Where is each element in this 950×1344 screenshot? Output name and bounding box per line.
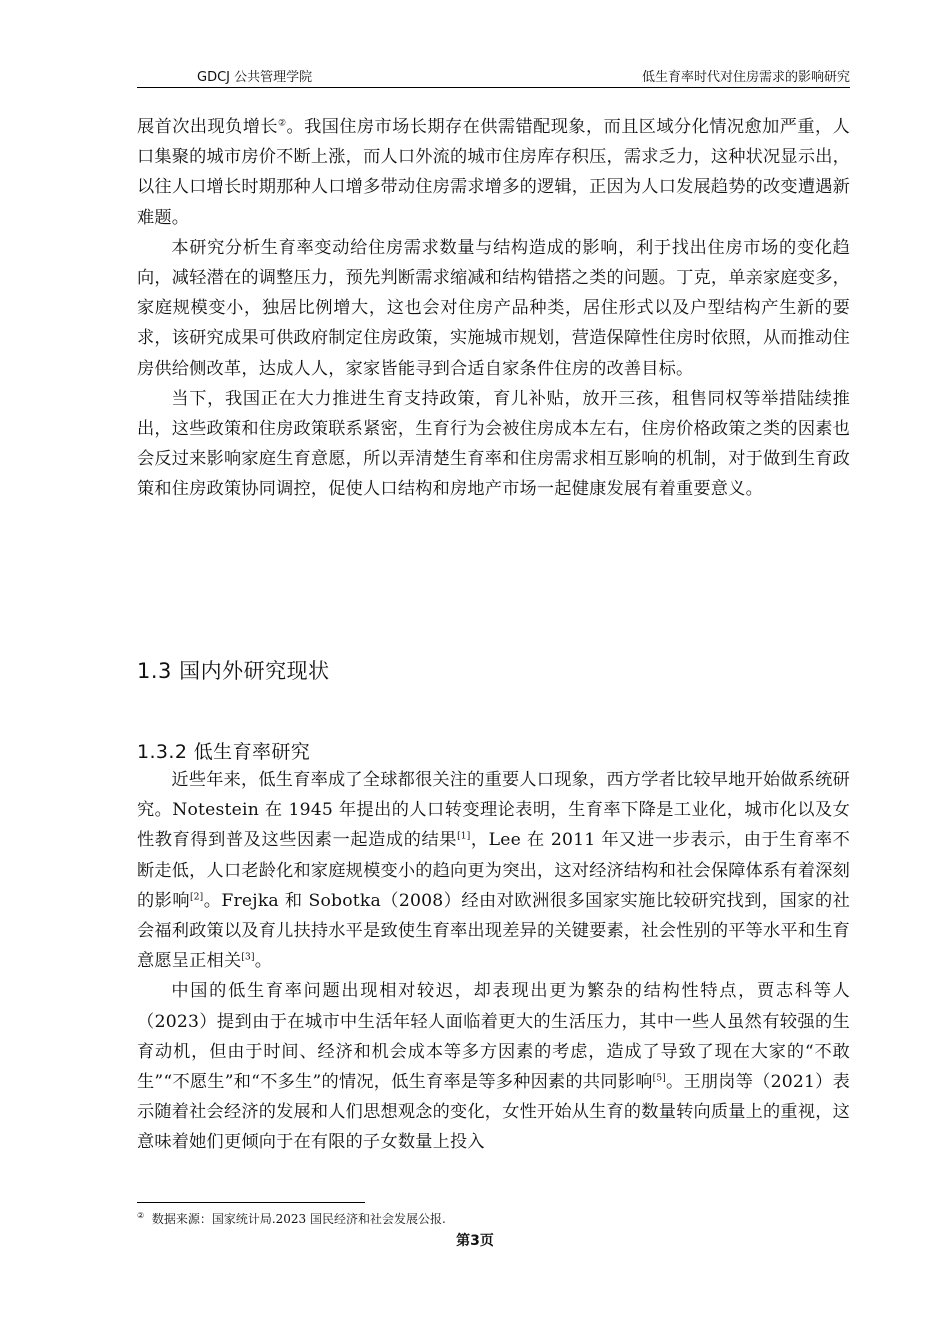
footnote-text: 数据来源：国家统计局.2023 国民经济和社会发展公报. <box>151 1212 446 1226</box>
page-number: 第3页 <box>456 1233 494 1249</box>
citation: [1] <box>457 831 471 842</box>
citation: [5] <box>652 1073 666 1084</box>
paragraph-3: 当下，我国正在大力推进生育支持政策，育儿补贴，放开三孩，租售同权等举措陆续推出，这些政策和住房政策联系紧密，生育行为会被住房成本左右，住房价格政策之类的因素也会反过来影响家庭生育意愿，所以弄清楚生育率和住房需求相互影响的机制，对于做到生育政策和住房政策协同调控，促使人口结构和房地产市场一起健康发展有着重要意义。 <box>137 388 850 500</box>
paragraph-4: 近些年来，低生育率成了全球都很关注的重要人口现象，西方学者比较早地开始做系统研究。Notestein 在 1945 年提出的人口转变理论表明，生育率下降是工业化，城市化以及女性教育得到普及这些因素一起造成的结果[1]，Lee 在 2011 年又进一步表示，由于生育率不断走低，人口老龄化和家庭规模变小的趋向更为突出，这对经济结构和社会保障体系有着深刻的影响[2]。Frejka 和 Sobotka（2008）经由对欧洲很多国家实施比较研究找到，国家的社会福利政策以及育儿扶持水平是致使生育率出现差异的关键要素，社会性别的平等水平和生育意愿呈正相关[3]。 <box>137 770 851 972</box>
section-heading: 1.3 国内外研究现状 <box>137 659 330 683</box>
footnote-rule <box>137 1202 365 1203</box>
paragraph-1: 展首次出现负增长②。我国住房市场长期存在供需错配现象，而且区域分化情况愈加严重，人口集聚的城市房价不断上涨，而人口外流的城市住房库存积压，需求乏力，这种状况显示出，以往人口增长时期那种人口增多带动住房需求增多的逻辑，正因为人口发展趋势的改变遭遇新难题。 <box>137 117 850 228</box>
paragraph-2: 本研究分析生育率变动给住房需求数量与结构造成的影响，利于找出住房市场的变化趋向，减轻潜在的调整压力，预先判断需求缩减和结构错搭之类的问题。丁克，单亲家庭变多，家庭规模变小，独居比例增大，这也会对住房产品种类，居住形式以及户型结构产生新的要求，该研究成果可供政府制定住房政策，实施城市规划，营造保障性住房时依照，从而推动住房供给侧改革，达成人人，家家皆能寻到合适自家条件住房的改善目标。 <box>137 237 850 379</box>
body-bottom <box>137 765 850 1158</box>
citation: [2] <box>190 892 204 903</box>
subsection-heading: 1.3.2 低生育率研究 <box>137 741 311 763</box>
footnote-mark: ② <box>137 1211 145 1220</box>
footnote <box>137 1210 446 1227</box>
header-right: 低生育率时代对住房需求的影响研究 <box>641 70 850 85</box>
citation: [3] <box>241 952 255 963</box>
header-left: GDCJ 公共管理学院 <box>197 70 313 85</box>
body-top <box>137 112 850 505</box>
page-header <box>137 66 850 86</box>
header-rule <box>137 87 850 88</box>
paragraph-5: 中国的低生育率问题出现相对较迟，却表现出更为繁杂的结构性特点，贾志科等人（2023）提到由于在城市中生活年轻人面临着更大的生活压力，其中一些人虽然有较强的生育动机，但由于时间、经济和机会成本等多方因素的考虑，造成了导致了现在大家的“不敢生”“不愿生”和“不多生”的情况，低生育率是等多种因素的共同影响[5]。王朋岗等（2021）表示随着社会经济的发展和人们思想观念的变化，女性开始从生育的数量转向质量上的重视，这意味着她们更倾向于在有限的子女数量上投入 <box>137 981 850 1153</box>
footnote-ref: ② <box>277 118 287 129</box>
